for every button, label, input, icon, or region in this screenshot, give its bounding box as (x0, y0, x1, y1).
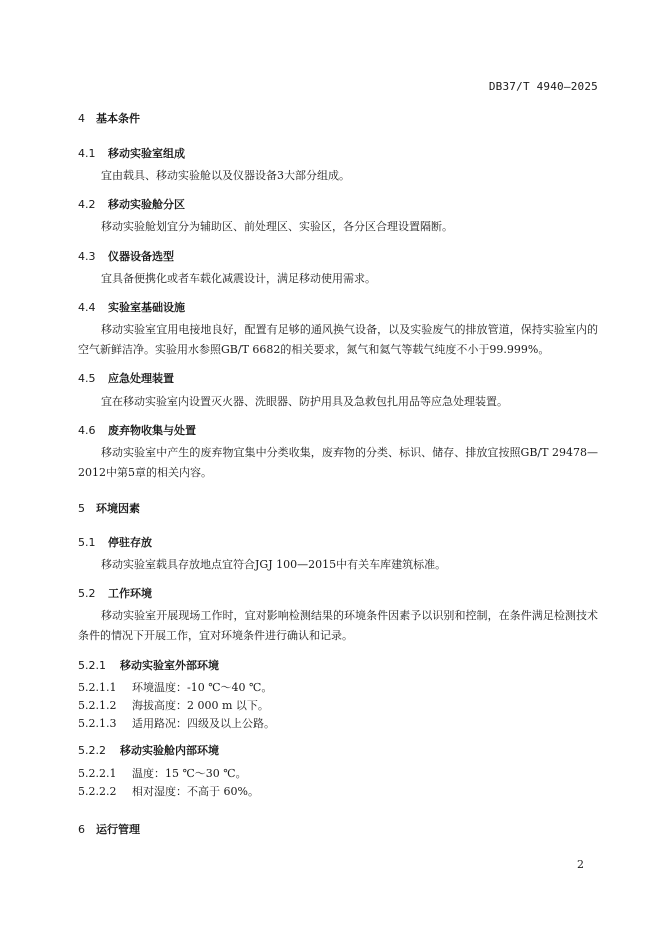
list-item-5-2-2-1: 5.2.2.1 温度：15 ℃～30 ℃。 (78, 767, 247, 780)
document-code: DB37/T 4940—2025 (488, 80, 598, 93)
heading-title: 移动实验室组成 (108, 147, 185, 160)
heading-section-4: 4 基本条件 (78, 112, 140, 125)
paragraph-4-3: 宜具备便携化或者车载化减震设计，满足移动使用需求。 (101, 272, 376, 285)
heading-title: 移动实验室外部环境 (120, 659, 219, 672)
heading-section-4-5: 4.5 应急处理装置 (78, 372, 174, 385)
paragraph-4-2: 移动实验舱划宜分为辅助区、前处理区、实验区，各分区合理设置隔断。 (101, 220, 453, 233)
heading-section-5-2-1: 5.2.1 移动实验室外部环境 (78, 659, 219, 672)
heading-section-4-2: 4.2 移动实验舱分区 (78, 198, 185, 211)
list-item-5-2-1-3: 5.2.1.3 适用路况：四级及以上公路。 (78, 717, 275, 730)
heading-title: 停驻存放 (108, 536, 152, 549)
paragraph-4-4: 移动实验室宜用电接地良好，配置有足够的通风换气设备，以及实验废气的排放管道，保持实验室内的空气新鲜洁净。实验用水参照GB/T 6682的相关要求，氮气和氦气等载气纯度不小于99.999%。 (78, 323, 598, 356)
heading-section-4-3: 4.3 仪器设备选型 (78, 250, 174, 263)
list-item-5-2-1-2: 5.2.1.2 海拔高度：2 000 m 以下。 (78, 699, 269, 712)
heading-section-5-2: 5.2 工作环境 (78, 587, 152, 600)
list-item-5-2-2-2: 5.2.2.2 相对湿度：不高于 60%。 (78, 785, 259, 798)
paragraph-4-6: 移动实验室中产生的废弃物宜集中分类收集，废弃物的分类、标识、储存、排放宜按照GB/T 29478—2012中第5章的相关内容。 (78, 446, 598, 479)
heading-title: 应急处理装置 (108, 372, 174, 385)
heading-title: 工作环境 (108, 587, 152, 600)
heading-title: 基本条件 (96, 112, 140, 125)
heading-section-4-6: 4.6 废弃物收集与处置 (78, 424, 196, 437)
heading-title: 环境因素 (96, 502, 140, 515)
page-number: 2 (577, 858, 584, 871)
paragraph-5-1: 移动实验室载具存放地点宜符合JGJ 100—2015中有关车库建筑标准。 (101, 558, 447, 571)
paragraph-4-1: 宜由载具、移动实验舱以及仪器设备3大部分组成。 (101, 169, 350, 182)
heading-title: 移动实验舱内部环境 (120, 744, 219, 757)
heading-section-5: 5 环境因素 (78, 502, 140, 515)
heading-title: 实验室基础设施 (108, 301, 185, 314)
paragraph-5-2: 移动实验室开展现场工作时，宜对影响检测结果的环境条件因素予以识别和控制，在条件满足检测技术条件的情况下开展工作，宜对环境条件进行确认和记录。 (78, 609, 598, 642)
heading-title: 运行管理 (96, 823, 140, 836)
heading-section-6: 6 运行管理 (78, 823, 140, 836)
heading-title: 仪器设备选型 (108, 250, 174, 263)
heading-section-4-4: 4.4 实验室基础设施 (78, 301, 185, 314)
heading-section-5-1: 5.1 停驻存放 (78, 536, 152, 549)
heading-title: 移动实验舱分区 (108, 198, 185, 211)
paragraph-4-5: 宜在移动实验室内设置灭火器、洗眼器、防护用具及急救包扎用品等应急处理装置。 (101, 395, 508, 408)
list-item-5-2-1-1: 5.2.1.1 环境温度：-10 ℃～40 ℃。 (78, 681, 273, 694)
heading-section-4-1: 4.1 移动实验室组成 (78, 147, 185, 160)
heading-title: 废弃物收集与处置 (108, 424, 196, 437)
heading-section-5-2-2: 5.2.2 移动实验舱内部环境 (78, 744, 219, 757)
